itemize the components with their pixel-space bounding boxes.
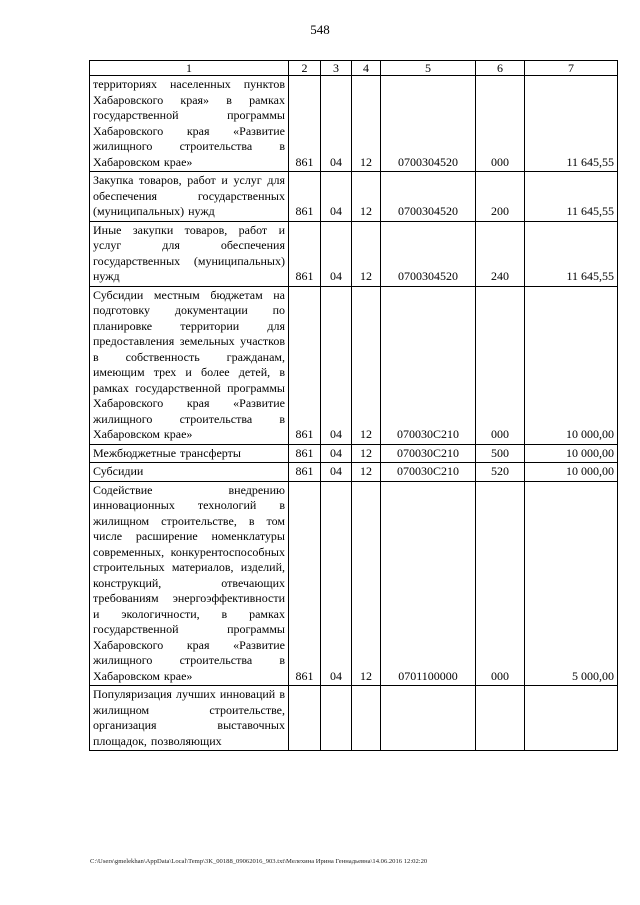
cell-section: 04 bbox=[321, 481, 352, 686]
cell-subsection: 12 bbox=[352, 172, 381, 222]
cell-section bbox=[321, 686, 352, 751]
cell-expense-type: 000 bbox=[476, 286, 525, 444]
cell-section: 04 bbox=[321, 172, 352, 222]
table-row bbox=[90, 172, 618, 222]
table-row bbox=[90, 686, 618, 751]
row-name: Субсидии местным бюджетам на подготовку документации по планировке территории для предоставления земельных участков в собственность гражданам, имеющим трех и более детей, в рамках государственной программы Хабаровского края «Развитие жилищного строительства в Хабаровском крае» bbox=[90, 286, 289, 444]
table-row bbox=[90, 76, 618, 172]
cell-amount: 11 645,55 bbox=[525, 221, 618, 286]
cell-ministry: 861 bbox=[289, 444, 321, 463]
column-header: 7 bbox=[525, 61, 618, 76]
cell-section: 04 bbox=[321, 221, 352, 286]
cell-expense-type: 520 bbox=[476, 463, 525, 482]
cell-expense-type: 000 bbox=[476, 76, 525, 172]
row-name: территориях населенных пунктов Хабаровского края» в рамках государственной программы Хабаровского края «Развитие жилищного строительства в Хабаровском крае» bbox=[90, 76, 289, 172]
row-name: Закупка товаров, работ и услуг для обеспечения государственных (муниципальных) нужд bbox=[90, 172, 289, 222]
cell-section: 04 bbox=[321, 286, 352, 444]
budget-table bbox=[89, 60, 618, 751]
table-row bbox=[90, 221, 618, 286]
column-header: 3 bbox=[321, 61, 352, 76]
cell-section: 04 bbox=[321, 444, 352, 463]
cell-amount: 5 000,00 bbox=[525, 481, 618, 686]
cell-expense-type bbox=[476, 686, 525, 751]
cell-subsection: 12 bbox=[352, 444, 381, 463]
cell-target-article: 070030С210 bbox=[381, 286, 476, 444]
footer-file-path: C:\Users\gmelekhan\AppData\Local\Temp\3K_00188_09062016_903.txt\Мелехина Ирина Геннадьевна\14.06.2016 12:02:20 bbox=[90, 858, 428, 865]
column-header: 5 bbox=[381, 61, 476, 76]
column-header: 2 bbox=[289, 61, 321, 76]
column-header: 6 bbox=[476, 61, 525, 76]
row-name: Иные закупки товаров, работ и услуг для обеспечения государственных (муниципальных) нужд bbox=[90, 221, 289, 286]
cell-amount: 11 645,55 bbox=[525, 76, 618, 172]
cell-target-article: 0700304520 bbox=[381, 76, 476, 172]
cell-expense-type: 200 bbox=[476, 172, 525, 222]
row-name: Популяризация лучших инноваций в жилищном строительстве, организация выставочных площадок, позволяющих bbox=[90, 686, 289, 751]
cell-target-article bbox=[381, 686, 476, 751]
cell-ministry: 861 bbox=[289, 221, 321, 286]
row-name: Субсидии bbox=[90, 463, 289, 482]
cell-ministry: 861 bbox=[289, 172, 321, 222]
cell-expense-type: 500 bbox=[476, 444, 525, 463]
table-row bbox=[90, 286, 618, 444]
table-row bbox=[90, 444, 618, 463]
row-name: Межбюджетные трансферты bbox=[90, 444, 289, 463]
cell-target-article: 0700304520 bbox=[381, 172, 476, 222]
table-row bbox=[90, 481, 618, 686]
cell-expense-type: 000 bbox=[476, 481, 525, 686]
cell-amount bbox=[525, 686, 618, 751]
cell-subsection: 12 bbox=[352, 481, 381, 686]
cell-target-article: 0700304520 bbox=[381, 221, 476, 286]
cell-subsection: 12 bbox=[352, 76, 381, 172]
cell-subsection: 12 bbox=[352, 463, 381, 482]
column-header: 4 bbox=[352, 61, 381, 76]
cell-ministry: 861 bbox=[289, 481, 321, 686]
cell-amount: 11 645,55 bbox=[525, 172, 618, 222]
cell-subsection: 12 bbox=[352, 286, 381, 444]
column-header: 1 bbox=[90, 61, 289, 76]
cell-subsection: 12 bbox=[352, 221, 381, 286]
header-row bbox=[90, 61, 618, 76]
cell-subsection bbox=[352, 686, 381, 751]
cell-amount: 10 000,00 bbox=[525, 286, 618, 444]
cell-target-article: 070030С210 bbox=[381, 444, 476, 463]
cell-ministry: 861 bbox=[289, 463, 321, 482]
cell-section: 04 bbox=[321, 76, 352, 172]
cell-ministry: 861 bbox=[289, 76, 321, 172]
cell-amount: 10 000,00 bbox=[525, 463, 618, 482]
cell-ministry bbox=[289, 686, 321, 751]
cell-target-article: 070030С210 bbox=[381, 463, 476, 482]
table-row bbox=[90, 463, 618, 482]
cell-amount: 10 000,00 bbox=[525, 444, 618, 463]
page-number: 548 bbox=[310, 22, 330, 37]
row-name: Содействие внедрению инновационных технологий в жилищном строительстве, в том числе расширение номенклатуры современных, конкурентоспособных строительных материалов, изделий, конструкций, отвечающих требованиям энергоэффективности и экологичности, в рамках государственной программы Хабаровского края «Развитие жилищного строительства в Хабаровском крае» bbox=[90, 481, 289, 686]
cell-expense-type: 240 bbox=[476, 221, 525, 286]
cell-ministry: 861 bbox=[289, 286, 321, 444]
cell-section: 04 bbox=[321, 463, 352, 482]
cell-target-article: 0701100000 bbox=[381, 481, 476, 686]
